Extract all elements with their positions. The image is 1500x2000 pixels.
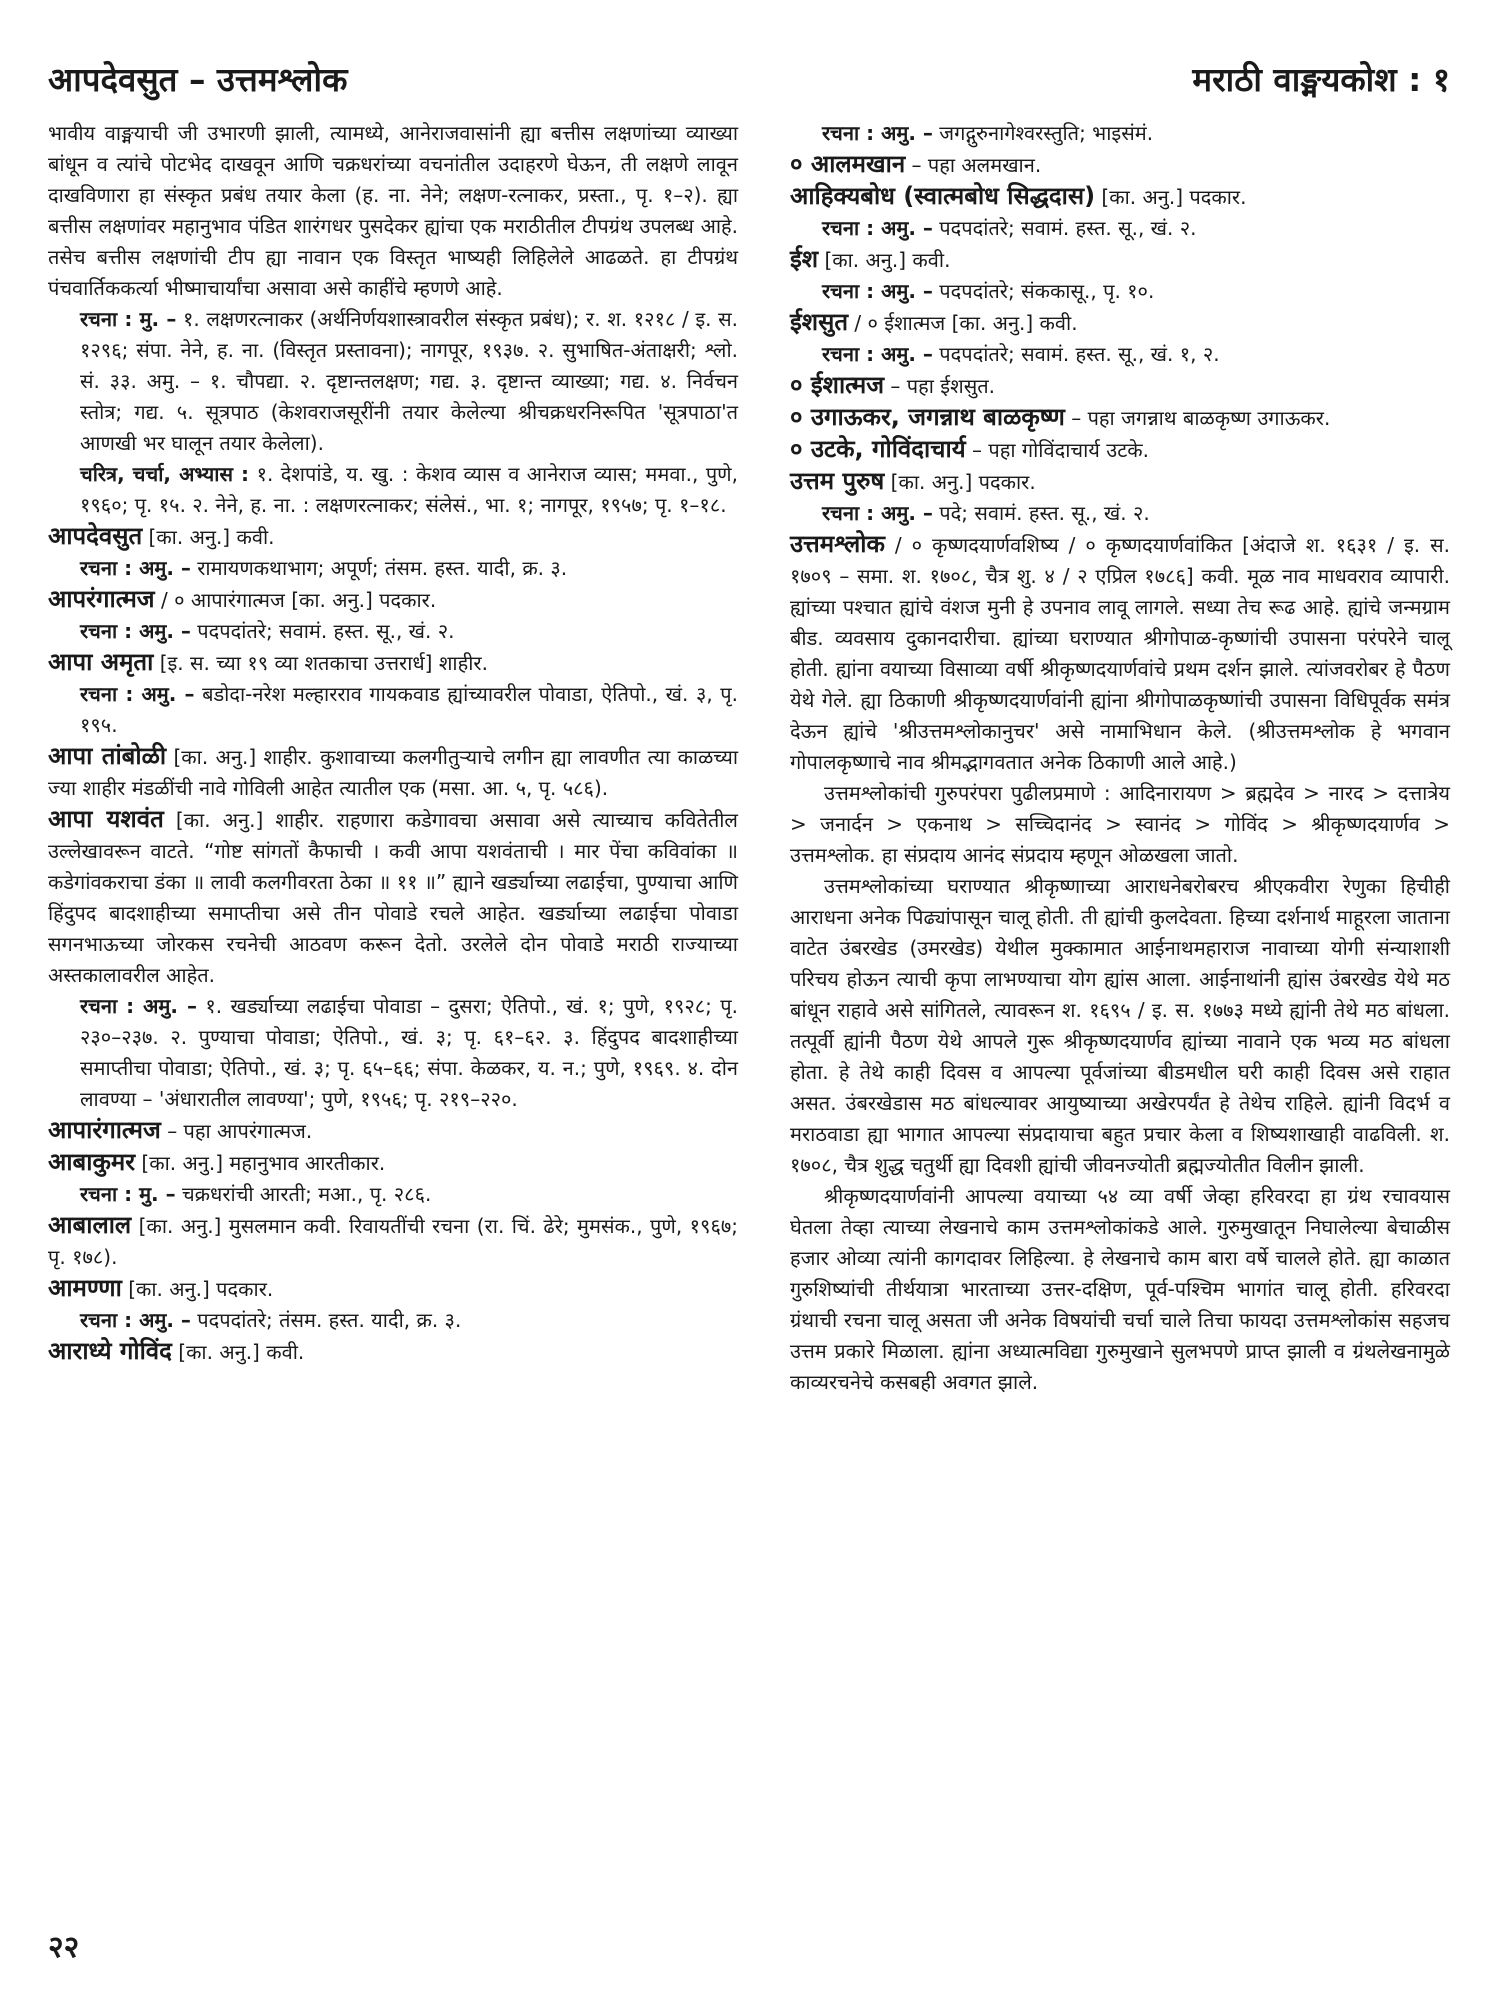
entry (48, 584, 738, 616)
works-text: जगद्गुरुनागेश्वरस्तुति; भाइसंमं. (939, 121, 1154, 145)
entry-description: / ० आपारंगात्मज [का. अनु.] पदकार. (160, 588, 437, 612)
entry-description: – पहा ईशसुत. (890, 374, 995, 398)
works-text: पदपदांतरे; संककासू., पृ. १०. (939, 279, 1155, 303)
entry-description: – पहा गोविंदाचार्य उटके. (971, 438, 1149, 462)
headword: ईशसुत (790, 308, 849, 336)
entry-description: [का. अनु.] कवी. (178, 1340, 305, 1364)
entry-description: [का. अनु.] कवी. (824, 248, 951, 272)
running-head-left: आपदेवसुत – उत्तमश्लोक (48, 60, 348, 99)
works-text: चक्रधरांची आरती; मआ., पृ. २८६. (181, 1182, 432, 1206)
works-text: १. खर्ड्याच्या लढाईचा पोवाडा – दुसरा; ऐतिपो., खं. १; पुणे, १९२८; पृ. २३०–२३७. २. पुण्याचा पोवाडा; ऐतिपो., खं. ३; पृ. ६१–६२. ३. हिंदुपद बादशाहीच्या समाप्तीचा पोवाडा; ऐतिपो., खं. ३; पृ. ६५–६६; संपा. केळकर, य. न.; पुणे, १९६९. ४. दोन लावण्या – 'अंधारातील लावण्या'; पुणे, १९५६; पृ. २१९–२२०. (80, 994, 739, 1111)
works-line (790, 339, 1450, 370)
continued-paragraph: भावीय वाङ्मयाची जी उभारणी झाली, त्यामध्ये, आनेराजवासांनी ह्या बत्तीस लक्षणांच्या व्याख्या बांधून व त्यांचे पोटभेद दाखवून आणि चक्रधरांच्या वचनांतील उदाहरणे घेऊन, ती लक्षणे लावून दाखविणारा हा संस्कृत प्रबंध तयार केला (ह. ना. नेने; लक्षण-रत्नाकर, प्रस्ता., पृ. १–२). ह्या बत्तीस लक्षणांवर महानुभाव पंडित शारंगधर पुसदेकर ह्यांचा एक मराठीतील टीपग्रंथ उपलब्ध आहे. तसेच बत्तीस लक्षणांची टीप ह्या नावान एक विस्तृत भाष्यही लिहिलेले आढळते. हा टीपग्रंथ पंचवार्तिककर्त्या भीष्माचार्यांचा असावा असे काहींचे म्हणणे आहे. (48, 121, 738, 300)
works-label: रचना : अमु. – (80, 619, 191, 643)
body-paragraph: श्रीकृष्णदयार्णवांनी आपल्या वयाच्या ५४ व्या वर्षी जेव्हा हरिवरदा हा ग्रंथ रचावयास घेतला तेव्हा त्याच्या लेखनाचे काम उत्तमश्लोकांकडे आले. गुरुमुखातून निघालेल्या बेचाळीस हजार ओव्या त्यांनी कागदावर लिहिल्या. हे लेखनाचे काम बारा वर्षे चालले होते. ह्या काळात गुरुशिष्यांची तीर्थयात्रा भारताच्या उत्तर-दक्षिण, पूर्व-पश्चिम भागांत चालू होती. हरिवरदा ग्रंथाची रचना चालू असता जी अनेक विषयांची चर्चा चाले तिचा फायदा उत्तमश्लोकांस सहजच उत्तम प्रकारे मिळाला. ह्यांना अध्यात्मविद्या गुरुमुखाने सुलभपणे प्राप्त झाली व ग्रंथलेखनामुळे काव्यरचनेचे कसबही अवगत झाले. (790, 1184, 1450, 1394)
works-line (48, 616, 738, 647)
headword: आपा यशवंत (48, 805, 164, 833)
headword: आहिक्यबोध (स्वात्मबोध सिद्धदास) (790, 182, 1096, 210)
headword: आपा अमृता (48, 648, 154, 676)
body-paragraph: उत्तमश्लोकांच्या घराण्यात श्रीकृष्णाच्या आराधनेबरोबरच श्रीएकवीरा रेणुका हिचीही आराधना अनेक पिढ्यांपासून चालू होती. ती ह्यांची कुलदेवता. हिच्या दर्शनार्थ माहूरला जाताना वाटेत उंबरखेड (उमरखेड) येथील मुक्कामात आईनाथमहाराज नावाच्या योगी संन्याशाशी परिचय होऊन त्याची कृपा लाभण्याचा योग ह्यांस आला. आईनाथांनी ह्यांस उंबरखेड येथे मठ बांधून राहावे असे सांगितले, त्यावरून श. १६९५ / इ. स. १७७३ मध्ये ह्यांनी तेथे मठ बांधला. तत्पूर्वी ह्यांनी पैठण येथे आपले गुरू श्रीकृष्णदयार्णव ह्यांच्या नावाने एक भव्य मठ बांधला होता. हे तेथे काही दिवस व आपल्या पूर्वजांच्या बीडमधील घरी काही दिवस असे राहात असत. उंबरखेडास मठ बांधल्यावर आयुष्याच्या अखेरपर्यंत हे तेथेच राहिले. ह्यांनी विदर्भ व मराठवाडा ह्या भागात आपल्या संप्रदायाचा बहुत प्रचार केला व शिष्यशाखाही वाढविली. श. १७०८, चैत्र शुद्ध चतुर्थी ह्या दिवशी ह्यांची जीवनज्योती ब्रह्मज्योतीत विलीन झाली. (790, 874, 1450, 1177)
works-line (48, 304, 738, 459)
headword: ० आलमखान (790, 150, 906, 178)
works-label: रचना : अमु. – (822, 279, 933, 303)
entry (790, 370, 1450, 402)
entry (48, 1336, 738, 1368)
works-label: रचना : मु. – (80, 1182, 176, 1206)
headword: आपारंगात्मज (48, 1116, 161, 1144)
entry (790, 307, 1450, 339)
running-head-right: मराठी वाङ्मयकोश : १ (1192, 60, 1450, 99)
headword: उत्तमश्लोक (790, 530, 885, 558)
entry (48, 1147, 738, 1179)
works-line (48, 553, 738, 584)
works-label: रचना : अमु. – (80, 1308, 191, 1332)
entry (790, 181, 1450, 213)
works-label: रचना : अमु. – (822, 216, 933, 240)
entry (48, 521, 738, 553)
headword: आमण्णा (48, 1274, 122, 1302)
works-line (48, 1179, 738, 1210)
entry-description: – पहा अलमखान. (911, 153, 1042, 177)
works-line (48, 1305, 738, 1336)
entry-description: [का. अनु.] पदकार. (1101, 185, 1247, 209)
study-label: चरित्र, चर्चा, अभ्यास : (80, 462, 250, 486)
entry-description: [का. अनु.] शाहीर. राहणारा कडेगावचा असावा असे त्याच्याच कवितेतील उल्लेखावरून वाटते. “गोष्ट सांगतों कैफाची । कवी आपा यशवंताची । मार पेंचा कविवांका ॥ कडेगांवकराचा डंका ॥ लावी कलगीवरता ठेका ॥ ११ ॥” ह्याने खर्ड्याच्या लढाईचा, पुण्याचा आणि हिंदुपद बादशाहीच्या समाप्तीचा असे तीन पोवाडे रचले आहेत. खर्ड्याच्या लढाईचा पोवाडा सगनभाऊच्या जोरकस रचनेची आठवण करून देतो. उरलेले दोन पोवाडे मराठी राज्याच्या अस्तकालावरील आहेत. (48, 808, 738, 987)
works-label: रचना : अमु. – (822, 501, 933, 525)
works-text: रामायणकथाभाग; अपूर्ण; तंसम. हस्त. यादी, क्र. ३. (197, 556, 568, 580)
works-text: पदपदांतरे; तंसम. हस्त. यादी, क्र. ३. (197, 1308, 462, 1332)
headword: ० उगाऊकर, जगन्नाथ बाळकृष्ण (790, 403, 1065, 431)
entry-description: [का. अनु.] मुसलमान कवी. रिवायतींची रचना (रा. चिं. ढेरे; मुमसंक., पुणे, १९६७; पृ. १७८). (48, 1214, 738, 1269)
works-line (48, 991, 738, 1115)
headword: आपा तांबोळी (48, 742, 167, 770)
headword: ० ईशात्मज (790, 371, 885, 399)
entry (48, 1210, 738, 1273)
works-text: पदपदांतरे; सवामं. हस्त. सू., खं. २. (197, 619, 455, 643)
entry-description: [इ. स. च्या १९ व्या शतकाचा उत्तरार्ध] शाहीर. (159, 651, 488, 675)
works-label: रचना : अमु. – (822, 121, 933, 145)
entry (790, 466, 1450, 498)
entry-description: / ० कृष्णदयार्णवशिष्य / ० कृष्णदयार्णवांकित [अंदाजे श. १६३१ / इ. स. १७०९ – समा. श. १७०८, चैत्र शु. ४ / २ एप्रिल १७८६] कवी. मूळ नाव माधवराव व्यापारी. ह्यांच्या पश्चात ह्यांचे वंशज मुनी हे उपनाव लावू लागले. सध्या तेच रूढ आहे. ह्यांचे जन्मग्राम बीड. व्यवसाय दुकानदारीचा. ह्यांच्या घराण्यात श्रीगोपाळ-कृष्णांची उपासना परंपरेने चालू होती. ह्यांना वयाच्या विसाव्या वर्षी श्रीकृष्णदयार्णवांचे प्रथम दर्शन झाले. त्यांजवरोबर हे पैठण येथे गेले. ह्या ठिकाणी श्रीकृष्णदयार्णवांनी ह्यांना श्रीगोपाळकृष्णांची उपासना विधिपूर्वक समंत्र देऊन ह्यांचे 'श्रीउत्तमश्लोकानुचर' असे नामाभिधान केले. (श्रीउत्तमश्लोक हे भगवान गोपालकृष्णाचे नाव श्रीमद्भागवतात अनेक ठिकाणी आले आहे.) (790, 533, 1450, 774)
headword: आपरंगात्मज (48, 585, 155, 613)
headword: आपदेवसुत (48, 522, 143, 550)
works-line (790, 498, 1450, 529)
works-line (790, 276, 1450, 307)
left-column (48, 118, 738, 1368)
entry (48, 741, 738, 804)
entry (48, 647, 738, 679)
entry (790, 434, 1450, 466)
works-text: पदपदांतरे; सवामं. हस्त. सू., खं. १, २. (939, 342, 1220, 366)
headword: ० उटके, गोविंदाचार्य (790, 435, 966, 463)
works-label: रचना : अमु. – (822, 342, 933, 366)
headword: आबाकुमर (48, 1148, 136, 1176)
entry (790, 244, 1450, 276)
entry (48, 1115, 738, 1147)
body-paragraph: उत्तमश्लोकांची गुरुपरंपरा पुढीलप्रमाणे : आदिनारायण > ब्रह्मदेव > नारद > दत्तात्रेय > जनार्दन > एकनाथ > सच्चिदानंद > स्वानंद > गोविंद > श्रीकृष्णदयार्णव > उत्तमश्लोक. हा संप्रदाय आनंद संप्रदाय म्हणून ओळखला जातो. (790, 781, 1450, 867)
works-text: बडोदा-नरेश मल्हारराव गायकवाड ह्यांच्यावरील पोवाडा, ऐतिपो., खं. ३, पृ. १९५. (80, 682, 738, 737)
study-text: १. देशपांडे, य. खु. : केशव व्यास व आनेराज व्यास; ममवा., पुणे, १९६०; पृ. १५. २. नेने, ह. ना. : लक्षणरत्नाकर; संलेसं., भा. १; नागपूर, १९५७; पृ. १–१८. (80, 462, 738, 517)
works-line (790, 118, 1450, 149)
entry-description: – पहा जगन्नाथ बाळकृष्ण उगाऊकर. (1071, 406, 1331, 430)
entry-description: [का. अनु.] पदकार. (128, 1277, 274, 1301)
works-label: रचना : अमु. – (80, 994, 197, 1018)
works-line (790, 213, 1450, 244)
page-number: २२ (48, 1930, 80, 1965)
entry (790, 149, 1450, 181)
entry-description: [का. अनु.] शाहीर. कुशावाच्या कलगीतुऱ्याचे लगीन ह्या लावणीत त्या काळच्या ज्या शाहीर मंडळींची नावे गोविली आहेत त्यातील एक (मसा. आ. ५, पृ. ५८६). (48, 745, 739, 800)
headword: आराध्ये गोविंद (48, 1337, 172, 1365)
entry (790, 402, 1450, 434)
works-label: रचना : अमु. – (80, 682, 195, 706)
works-text: १. लक्षणरत्नाकर (अर्थनिर्णयशास्त्रावरील संस्कृत प्रबंध); र. श. १२१८ / इ. स. १२९६; संपा. नेने, ह. ना. (विस्तृत प्रस्तावना); नागपूर, १९३७. २. सुभाषित-अंताक्षरी; श्लो. सं. ३३. अमु. – १. चौपद्या. २. दृष्टान्तलक्षण; गद्य. ३. दृष्टान्त व्याख्या; गद्य. ४. निर्वचन स्तोत्र; गद्य. ५. सूत्रपाठ (केशवराजसूरींनी तयार केलेल्या श्रीचक्रधरनिरूपित 'सूत्रपाठा'त आणखी भर घालून तयार केलेला). (80, 307, 738, 455)
entry-description: – पहा आपरंगात्मज. (167, 1119, 313, 1143)
entry-description: [का. अनु.] महानुभाव आरतीकार. (141, 1151, 386, 1175)
works-text: पदे; सवामं. हस्त. सू., खं. २. (939, 501, 1150, 525)
headword: उत्तम पुरुष (790, 467, 885, 495)
works-text: पदपदांतरे; सवामं. हस्त. सू., खं. २. (939, 216, 1197, 240)
entry-description: [का. अनु.] कवी. (148, 525, 275, 549)
works-line (48, 679, 738, 741)
headword: आबालाल (48, 1211, 132, 1239)
right-column (790, 118, 1450, 1398)
works-label: रचना : मु. – (80, 307, 177, 331)
study-line (48, 459, 738, 521)
entry (48, 1273, 738, 1305)
works-label: रचना : अमु. – (80, 556, 191, 580)
entry (790, 529, 1450, 778)
headword: ईश (790, 245, 819, 273)
entry-description: [का. अनु.] पदकार. (890, 470, 1036, 494)
entry-description: / ० ईशात्मज [का. अनु.] कवी. (854, 311, 1078, 335)
entry (48, 804, 738, 991)
